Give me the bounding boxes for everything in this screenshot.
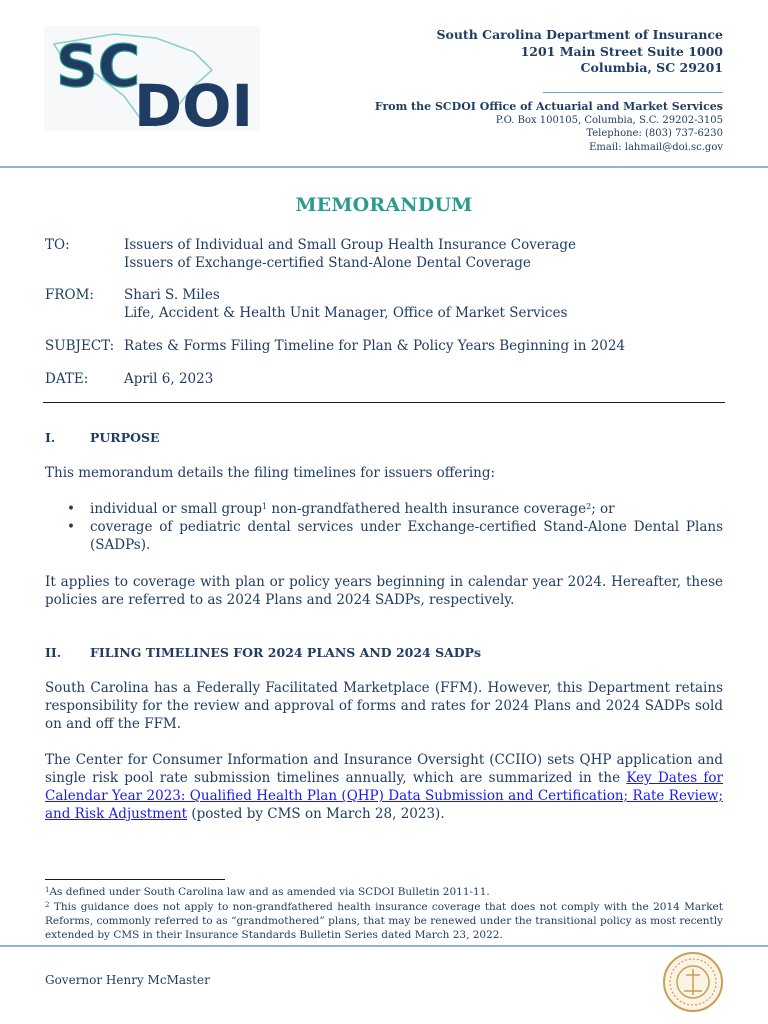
email: Email: lahmail@doi.sc.gov [589, 141, 723, 153]
list-item [45, 518, 723, 554]
letterhead-address [375, 27, 723, 154]
section-1-heading [45, 430, 160, 445]
logo-doi-text: DOI [134, 72, 254, 130]
memo-date [45, 370, 725, 388]
bullet-1-text-a: individual or small group [90, 501, 263, 517]
timelines-paragraph-2-text-a: The Center for Consumer Information and Insurance Oversight (CCIIO) sets QHP application and single risk pool rate submission timelines annually, which are summarized in the [45, 752, 723, 786]
footnote-2-number: 2 [45, 901, 50, 909]
list-item [45, 500, 723, 518]
bullet-1-text-b: non-grandfathered health insurance coverage [267, 501, 587, 517]
timelines-paragraph-2 [45, 751, 723, 823]
footnote-divider [45, 879, 225, 880]
bullet-1-text-c: ; or [591, 501, 615, 517]
purpose-bullet-list [45, 500, 723, 554]
bullet-icon: • [67, 519, 75, 535]
timelines-paragraph-2-text-b: (posted by CMS on March 28, 2023). [187, 806, 445, 822]
org-name: South Carolina Department of Insurance [436, 27, 723, 42]
state-seal-icon [662, 951, 724, 1013]
footnote-ref-2[interactable]: 2 [586, 502, 592, 511]
memo-title: MEMORANDUM [295, 194, 473, 216]
footnote-2 [45, 900, 723, 942]
section-1-title: PURPOSE [90, 430, 160, 445]
footnote-1-text: As defined under South Carolina law and as amended via SCDOI Bulletin 2011-11. [49, 886, 490, 898]
footnote-1-number: 1 [45, 886, 50, 894]
bullet-2-text: coverage of pediatric dental services under Exchange-certified Stand-Alone Dental Plans (SADPs). [90, 519, 723, 553]
bullet-icon: • [67, 501, 75, 517]
section-2-heading [45, 645, 481, 660]
to-recipient-2: Issuers of Exchange-certified Stand-Alone Dental Coverage [124, 255, 531, 271]
telephone: Telephone: (803) 737-6230 [586, 128, 723, 139]
po-box: P.O. Box 100105, Columbia, S.C. 29202-3105 [495, 114, 723, 126]
footnote-1 [45, 885, 723, 899]
memo-to [45, 236, 725, 272]
footnote-2-text: This guidance does not apply to non-grandfathered health insurance coverage that does not comply with the 2014 Market Reforms, commonly referred to as “grandmothered” plans, that may be renewed under the transitional policy as most recently extended by CMS in their Insurance Standards Bulletin Series dated March 23, 2022. [45, 901, 723, 941]
logo-sc-text: SC [56, 32, 141, 100]
purpose-intro: This memorandum details the filing timelines for issuers offering: [45, 465, 496, 481]
header-divider [43, 402, 725, 403]
scdoi-logo [44, 26, 260, 130]
to-recipient-1: Issuers of Individual and Small Group Health Insurance Coverage [124, 237, 577, 253]
to-label: TO: [45, 237, 70, 253]
street-address: 1201 Main Street Suite 1000 [520, 43, 723, 59]
office-name: From the SCDOI Office of Actuarial and Market Services [374, 99, 723, 113]
letterhead-divider [0, 166, 768, 168]
timelines-paragraph-1: South Carolina has a Federally Facilitated Marketplace (FFM). However, this Department retains responsibility for the review and approval of forms and rates for 2024 Plans and 2024 SADPs sold on and off the FFM. [45, 680, 723, 732]
section-2-number: II. [45, 645, 62, 660]
from-title: Life, Accident & Health Unit Manager, Office of Market Services [124, 305, 568, 321]
memo-subject [45, 337, 725, 355]
date-label: DATE: [45, 371, 89, 387]
city-state-zip: Columbia, SC 29201 [580, 60, 723, 75]
address-divider [543, 92, 723, 93]
from-label: FROM: [45, 287, 94, 303]
purpose-paragraph-2: It applies to coverage with plan or policy years beginning in calendar year 2024. Hereafter, these policies are referred to as 2024 Plans and 2024 SADPs, respectively. [45, 574, 723, 608]
governor-name: Governor Henry McMaster [45, 973, 210, 987]
from-name: Shari S. Miles [124, 287, 220, 303]
footnote-ref-1[interactable]: 1 [262, 502, 268, 511]
memo-from [45, 286, 725, 322]
section-1-number: I. [45, 430, 56, 445]
subject-label: SUBJECT: [45, 338, 115, 354]
subject-text: Rates & Forms Filing Timeline for Plan & Policy Years Beginning in 2024 [124, 338, 626, 354]
key-dates-link[interactable]: Key Dates for Calendar Year 2023: Qualified Health Plan (QHP) Data Submission and Certification; Rate Review; and Risk Adjustment [45, 770, 723, 822]
section-2-title: FILING TIMELINES FOR 2024 PLANS AND 2024 SADPs [90, 645, 482, 660]
date-text: April 6, 2023 [124, 371, 214, 387]
footer-divider [0, 945, 768, 947]
